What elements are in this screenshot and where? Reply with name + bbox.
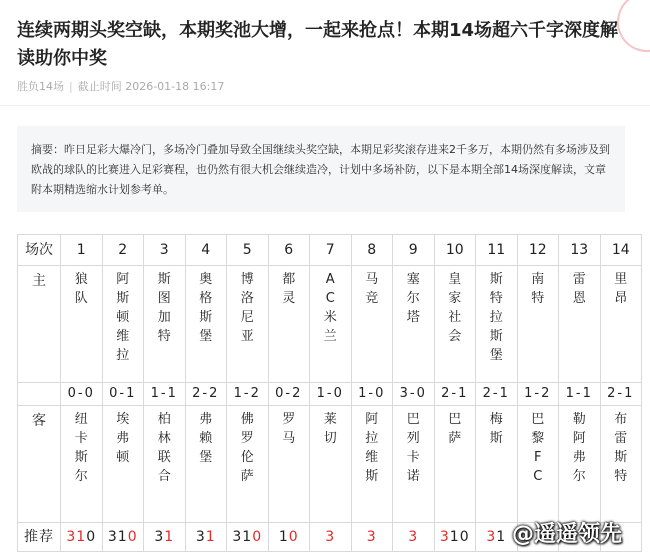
away-team [185,406,227,523]
match-score: 2-1 [600,383,642,406]
away-team [102,406,144,523]
away-team-text: 莱切 [323,412,337,446]
home-team-text: AC米兰 [323,272,337,344]
match-number: 9 [393,235,435,266]
match-score: 2-2 [185,383,227,406]
match-score: 1-2 [227,383,269,406]
recommend-cell [268,523,310,552]
recommend-digits: 3 [325,529,336,545]
article-title: 连续两期头奖空缺，本期奖池大增，一起来抢点！本期14场超六千字深度解读助你中奖 [17,20,619,69]
match-number: 3 [144,235,186,266]
header-divider [0,105,650,106]
row-label-away: 客 [18,406,61,523]
away-team [559,406,601,523]
match-table [17,234,642,552]
recommend-cell [310,523,352,552]
row-label-match: 场次 [18,235,61,266]
match-score: 2-1 [476,383,518,406]
home-team-text: 塞尔塔 [406,272,420,325]
home-team-row [18,266,642,383]
match-score: 1-1 [144,383,186,406]
away-team-text: 布雷斯特 [614,412,628,484]
away-team-row [18,406,642,523]
home-team-text: 里昂 [614,272,628,306]
recommend-cell [61,523,103,552]
home-team-text: 都灵 [282,272,296,306]
recommend-cell [227,523,269,552]
match-number: 2 [102,235,144,266]
match-score: 2-1 [434,383,476,406]
home-team-text: 奥格斯堡 [199,272,213,344]
away-team-text: 巴列卡诺 [406,412,420,484]
recommend-digits: 3 [366,529,377,545]
home-team [559,266,601,383]
match-number: 11 [476,235,518,266]
match-score: 1-1 [559,383,601,406]
recommend-digits: 0 [86,529,97,545]
recommend-digits: 3 [486,529,497,545]
away-team [144,406,186,523]
home-team-text: 斯特拉斯堡 [489,272,503,363]
home-team [434,266,476,383]
away-team [227,406,269,523]
home-team [268,266,310,383]
match-number: 14 [600,235,642,266]
home-team [102,266,144,383]
author-watermark: @遥遥领先 [512,522,623,547]
recommend-cell [144,523,186,552]
match-number: 1 [61,235,103,266]
match-score: 0-1 [102,383,144,406]
recommend-digits: 31 [107,529,128,545]
away-team [351,406,393,523]
match-number-row [18,235,642,266]
recommend-digits: 0 [127,529,138,545]
row-label-score [18,383,61,406]
away-team-text: 纽卡斯尔 [74,412,88,484]
publish-time: 2026-01-18 16:17 [125,80,225,93]
away-team [310,406,352,523]
match-score: 0-2 [268,383,310,406]
article-meta [17,78,224,94]
away-team-text: 巴黎FC [531,412,545,484]
home-team [144,266,186,383]
away-team-text: 巴萨 [448,412,462,446]
recommend-digits: 1 [496,529,507,545]
recommend-digits: 1 [205,529,216,545]
home-team [310,266,352,383]
match-number: 7 [310,235,352,266]
home-team-text: 斯图加特 [157,272,171,344]
recommend-digits: 10 [449,529,470,545]
match-score: 1-0 [310,383,352,406]
away-team [393,406,435,523]
home-team [600,266,642,383]
match-number: 8 [351,235,393,266]
recommend-digits: 0 [252,529,263,545]
home-team-text: 狼队 [74,272,88,306]
home-team-text: 雷恩 [572,272,586,306]
summary-box: 摘要：昨日足彩大爆冷门，多场冷门叠加导致全国继续头奖空缺，本期足彩奖滚存进来2千多万，本期仍然有多场涉及到欧战的球队的比赛进入足彩赛程，也仍然有很大机会继续造冷，计划中多场补防，以下是本期全部14场深度解读，文章附本期精选缩水计划参考单。 [17,126,625,212]
recommend-digits: 0 [288,529,299,545]
recommend-digits: 31 [232,529,253,545]
match-score: 1-0 [351,383,393,406]
home-team [393,266,435,383]
home-team [185,266,227,383]
match-score: 0-0 [61,383,103,406]
home-team-text: 南特 [531,272,545,306]
time-label: 截止时间 [77,80,122,93]
recommend-digits: 3 [154,529,165,545]
match-number: 5 [227,235,269,266]
recommend-cell [393,523,435,552]
away-team-text: 柏林联合 [157,412,171,484]
home-team [476,266,518,383]
recommend-cell [351,523,393,552]
recommend-digits: 3 [195,529,206,545]
away-team-text: 梅斯 [489,412,503,446]
away-team-text: 勒阿弗尔 [572,412,586,484]
home-team [351,266,393,383]
away-team [268,406,310,523]
recommend-digits: 3 [439,529,450,545]
recommend-cell [434,523,476,552]
home-team [517,266,559,383]
recommend-digits: 3 [408,529,419,545]
away-team-text: 佛罗伦萨 [240,412,254,484]
recommend-digits: 1 [164,529,175,545]
home-team [61,266,103,383]
home-team-text: 阿斯顿维拉 [116,272,130,363]
away-team [476,406,518,523]
row-label-home: 主 [18,266,61,383]
row-label-recommend: 推荐 [18,523,61,552]
away-team [434,406,476,523]
home-team [227,266,269,383]
recommend-cell [102,523,144,552]
score-row [18,383,642,406]
meta-divider: | [69,80,73,93]
away-team [61,406,103,523]
away-team [517,406,559,523]
match-score: 1-2 [517,383,559,406]
away-team-text: 阿拉维斯 [365,412,379,484]
category-label[interactable]: 胜负14场 [17,80,64,93]
away-team-text: 罗马 [282,412,296,446]
home-team-text: 马竞 [365,272,379,306]
match-score: 3-0 [393,383,435,406]
home-team-text: 皇家社会 [448,272,462,344]
recommend-cell [476,523,518,552]
match-number: 4 [185,235,227,266]
recommend-cell [185,523,227,552]
match-number: 13 [559,235,601,266]
away-team [600,406,642,523]
match-number: 6 [268,235,310,266]
away-team-text: 埃弗顿 [116,412,130,465]
recommend-digits: 1 [278,529,289,545]
recommend-digits: 31 [66,529,87,545]
match-number: 10 [434,235,476,266]
away-team-text: 弗赖堡 [199,412,213,465]
home-team-text: 博洛尼亚 [240,272,254,344]
match-number: 12 [517,235,559,266]
